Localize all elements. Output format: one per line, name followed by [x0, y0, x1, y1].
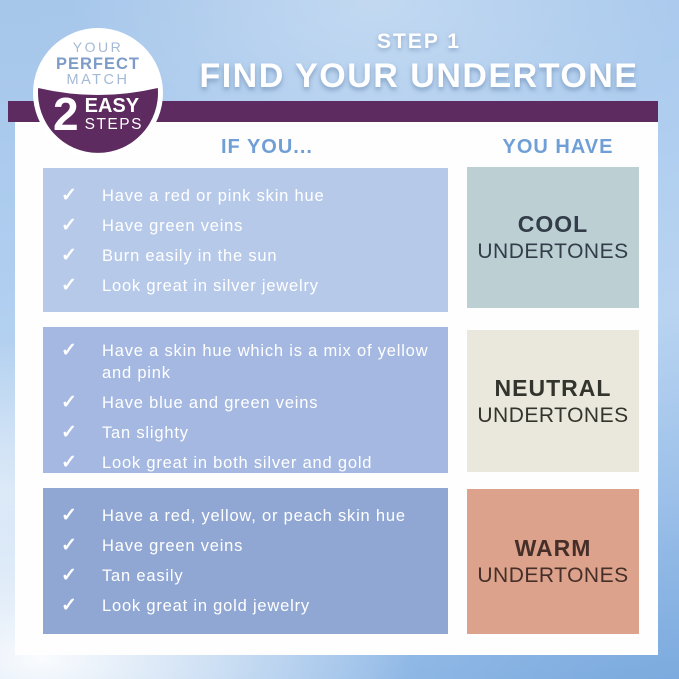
criteria-text: Look great in both silver and gold	[102, 454, 373, 472]
criteria-text: Have a red or pink skin hue	[102, 187, 325, 205]
result-label-group	[477, 535, 628, 588]
criteria-box-warm	[43, 488, 448, 634]
criteria-item	[61, 595, 430, 617]
check-icon: ✓	[61, 275, 77, 296]
criteria-item	[61, 505, 430, 527]
result-box-neutral	[467, 330, 639, 472]
column-header-if-you: IF YOU...	[221, 136, 313, 158]
check-icon: ✓	[61, 392, 77, 413]
undertone-name: WARM	[514, 535, 592, 561]
check-icon: ✓	[61, 452, 77, 473]
title-block	[180, 30, 658, 96]
criteria-item	[61, 565, 430, 587]
criteria-text: Tan easily	[102, 567, 184, 585]
check-icon: ✓	[61, 422, 77, 443]
check-icon: ✓	[61, 595, 77, 616]
criteria-item	[61, 392, 430, 414]
criteria-box-neutral	[43, 327, 448, 473]
criteria-text: Burn easily in the sun	[102, 247, 278, 265]
criteria-text: Have a skin hue which is a mix of yellow and pink	[102, 342, 429, 382]
criteria-text: Have green veins	[102, 537, 244, 555]
perfect-match-badge	[33, 28, 163, 158]
criteria-text: Tan slighty	[102, 424, 189, 442]
criteria-text: Look great in silver jewelry	[102, 277, 319, 295]
undertone-sublabel: UNDERTONES	[477, 564, 629, 587]
undertone-sublabel: UNDERTONES	[477, 403, 629, 427]
criteria-text: Have a red, yellow, or peach skin hue	[102, 507, 406, 525]
criteria-item	[61, 452, 430, 474]
criteria-item	[61, 340, 430, 384]
criteria-text: Look great in gold jewelry	[102, 597, 310, 615]
badge-easy-label: EASY	[84, 94, 140, 117]
badge-steps-label: STEPS	[84, 115, 143, 133]
criteria-item	[61, 422, 430, 444]
undertone-name: COOL	[517, 211, 589, 237]
criteria-item	[61, 535, 430, 557]
badge-text-match: MATCH	[66, 72, 130, 88]
result-label-group	[477, 211, 628, 264]
column-header-you-have: YOU HAVE	[502, 136, 614, 158]
badge-text-perfect: PERFECT	[55, 55, 140, 73]
check-icon: ✓	[61, 505, 77, 526]
check-icon: ✓	[61, 185, 77, 206]
criteria-box-cool	[43, 168, 448, 312]
check-icon: ✓	[61, 565, 77, 586]
criteria-item	[61, 185, 430, 207]
criteria-item	[61, 215, 430, 237]
result-label-group	[477, 375, 628, 428]
badge-text-your: YOUR	[72, 39, 124, 55]
criteria-item	[61, 245, 430, 267]
badge-steps-group	[33, 88, 163, 140]
result-box-warm	[467, 489, 639, 634]
criteria-text: Have green veins	[102, 217, 244, 235]
result-box-cool	[467, 167, 639, 308]
criteria-text: Have blue and green veins	[102, 394, 319, 412]
badge-number: 2	[53, 88, 79, 140]
check-icon: ✓	[61, 340, 77, 361]
criteria-item	[61, 275, 430, 297]
check-icon: ✓	[61, 215, 77, 236]
page-title: FIND YOUR UNDERTONE	[199, 57, 639, 95]
undertone-name: NEUTRAL	[494, 374, 612, 401]
check-icon: ✓	[61, 535, 77, 556]
check-icon: ✓	[61, 245, 77, 266]
undertone-sublabel: UNDERTONES	[477, 240, 629, 263]
step-label: STEP 1	[377, 30, 461, 53]
